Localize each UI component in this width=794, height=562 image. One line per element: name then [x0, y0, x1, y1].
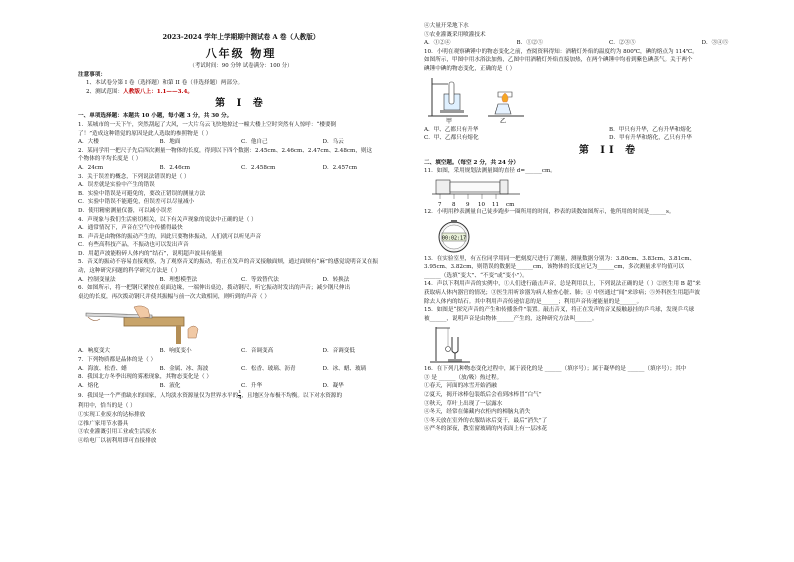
q11-stem: 11．如图，采用规划法测量圆的直径 d=______cm。: [424, 168, 556, 175]
q16-item-2: ②夏天，揭开冰棒包装纸后会看到冰棒冒“白气”: [424, 392, 542, 399]
q6-option-a: A．响度变大: [78, 348, 111, 355]
part-2-title: 第 II 卷: [578, 144, 640, 156]
note-1: 1、本试卷分第 I 卷（选择题）和第 II 卷（非选择题）两部分。: [86, 80, 244, 87]
q2-line-1: 2．某同学用一把尺子先后四次测量一物体的长度，得到以下四个数据：2.45cm、2.46cm、2.47cm、2.48cm，则这: [78, 147, 373, 154]
q7-option-b: B．金属、冰、海波: [159, 365, 209, 372]
q10-line-2: 如图所示，甲图中用水浴法加热，乙图中用酒精灯外焰直接加热，在两个碘锤中均看到紫色碘蒸气。关于两个: [424, 57, 693, 64]
q7-option-a: A．海波、松香、蜡: [78, 365, 127, 372]
figure-label-jia: 甲: [446, 117, 453, 125]
question-1: [78, 121, 404, 147]
q7-stem: 7．下列物质都是晶体的是（ ）: [78, 357, 157, 364]
ruler-table-illustration: [84, 303, 204, 345]
q2-option-d: D．2.457cm: [322, 164, 358, 171]
q14-line-2: 获取病人体内器官的情况；③医生用听诊器为病人检查心脏、肺；④ 中医通过“闻”来诊病；⑤外科医生用超声波: [424, 289, 700, 296]
q8-stem: 8．我国北方冬季出现的雾凇现象，其物态变化是（ ）: [78, 374, 212, 381]
note-2-prefix: 2、测试范围：: [86, 88, 124, 95]
q7-option-c: C．松香、玻璃、沥青: [241, 365, 296, 372]
ruler-tick-8: 8: [452, 201, 456, 208]
q1-line-2: 了！”造成这种错觉的原因是此人选取的参照物是（ ）: [78, 130, 212, 137]
q5-option-b: B．理想模型法: [159, 276, 198, 283]
q4-option-d: D．用超声波能粉碎人体内的“结石”，说明超声波具有能量: [78, 250, 223, 257]
ruler-on-table-figure: [84, 303, 404, 345]
q10-line-3: 碘锤中碘的物态变化，正确的是（ ）: [424, 65, 516, 72]
q12-stem: 12．小明用秒表测量自己徒步跑步一圈所用的时间，秒表的读数如图所示，他所用的时间是______s。: [424, 208, 675, 215]
ruler-unit: cm: [506, 201, 515, 208]
q5-option-a: A．控制变量法: [78, 276, 116, 283]
q16-item-5: ⑤冬天放在室外的衣服结冰后变干，最后“消失”了: [424, 417, 548, 424]
q4-stem: 4．声现象与我们生活密切相关，以下有关声现象的说法中正确的是（ ）: [78, 216, 257, 223]
section-1-title: 一、单项选择题：本题共 10 小题，每小题 3 分，共 30 分。: [78, 113, 233, 120]
exam-header: 2023-2024 学年上学期期中测试卷 A 卷（人教版）: [162, 33, 320, 41]
q10-options-row-1: [424, 126, 794, 135]
question-16: [424, 365, 794, 434]
q1-option-c: C．他自己: [241, 139, 268, 146]
q9-fraction-numerator: 1: [238, 390, 242, 396]
q2-options: [78, 164, 404, 173]
question-13: [424, 255, 794, 281]
q9-option-c: C．②③⑤: [609, 40, 636, 47]
q13-line-2: 3.95cm、3.82cm，则错误的数据是______cm，该物体的长度应记为______cm，多次测量求平均值可以: [424, 264, 685, 271]
q2-option-c: C．2.458cm: [241, 164, 276, 171]
ruler-figure: [428, 178, 794, 208]
question-6: [78, 284, 404, 356]
question-3: [78, 173, 404, 216]
q10-option-d: D．甲有升华和熔化，乙只有升华: [609, 135, 692, 142]
stopwatch-figure: [434, 219, 794, 255]
q9-item-2: ②推广家用节水器具: [78, 420, 129, 427]
q9-fraction-denominator: 4: [238, 395, 242, 402]
q9-option-b: B．①②⑤: [516, 40, 543, 47]
part-1-title: 第 I 卷: [215, 98, 267, 110]
q4-option-a: A．通常情况下，声音在空气中传播得最快: [78, 225, 183, 232]
question-12: [424, 208, 794, 255]
q10-option-c: C．甲、乙都只有熔化: [424, 135, 479, 142]
q1-line-1: 1．某城市的一天下午，突然刮起了大风，一大片乌云飞快地掠过一幢大楼上空时突然有人惊呼：“楼要倒: [78, 121, 337, 128]
question-8: [78, 373, 404, 390]
section-2-title: 二、填空题。（每空 2 分，共 24 分）: [424, 159, 519, 166]
q16-line-1: 16．在下列几种物态变化过程中，属于液化的是 ______（填序号）；属于凝华的是 ______（填序号）；其中: [424, 366, 687, 373]
q16-item-6: ⑥严冬的深夜，教室窗玻璃的内表面上有一层冰花: [424, 426, 548, 433]
q10-option-b: B．甲只有升华，乙有升华和熔化: [609, 126, 692, 133]
ruler-tick-9: 9: [466, 201, 470, 208]
subject-title: 八年级 物理: [205, 47, 277, 60]
q9-option-d: D．③④⑤: [701, 40, 729, 47]
q16-item-3: ③秋天，草叶上出现了一层露水: [424, 400, 503, 407]
q2-option-b: B．2.46cm: [159, 164, 191, 171]
q6-options: [78, 347, 404, 356]
q5-options: [78, 276, 404, 285]
q15-line-1: 15．如图是“探究声音的产生和传播条件”装置。敲击音叉，将正在发声的音叉接触悬挂的乒乓球，发现乒乓球: [424, 307, 695, 314]
question-9: [78, 390, 404, 445]
q9-options: [424, 39, 794, 48]
q4-option-c: C．有些高科技产品，不振动也可以发出声音: [78, 242, 189, 249]
right-column: [404, 0, 794, 562]
q9-item-3: ③农业灌溉引用工业或生活废水: [78, 429, 157, 436]
q9-line-2: 利用中，恰当的是（ ）: [78, 403, 136, 410]
iodine-heating-illustration: [428, 76, 538, 126]
question-14: [424, 280, 794, 306]
q5-line-2: 动，这种研究问题的科学研究方法是（ ）: [78, 268, 181, 275]
q15-line-2: 被______，说明声音是由物体______产生的，这种研究方法叫______。: [424, 315, 598, 322]
q5-option-c: C．等效替代法: [241, 276, 279, 283]
q9-item-5: ④大量开采地下水: [424, 23, 469, 29]
stopwatch-icon: [434, 219, 494, 255]
q10-options-row-2: [424, 134, 794, 143]
q5-option-d: D．转换法: [322, 276, 350, 283]
ruler-tick-7: 7: [438, 201, 442, 208]
question-2: [78, 147, 404, 173]
q13-line-1: 13．在实验室里，有五位同学用同一把刻度尺进行了测量，测量数据分别为：3.80cm、3.83cm、3.81cm、: [424, 255, 696, 262]
question-4: [78, 216, 404, 259]
q16-item-1: ①春天，河面的冰雪开始消融: [424, 383, 497, 390]
q9-item-1: ①实现工业废水的达标排放: [78, 412, 146, 418]
q8-option-a: A．熔化: [78, 382, 99, 389]
q3-option-b: B．实验中错误是可避免的，要改正错误的测量方法: [78, 190, 206, 197]
q7-option-d: D．冰、蜡、玻璃: [322, 365, 367, 372]
q13-line-3: ______（选填“变大”、“不变”或“变小”）。: [424, 272, 528, 279]
question-7: [78, 356, 404, 373]
question-5: [78, 258, 404, 284]
q8-option-c: C．升华: [241, 382, 263, 389]
q3-option-d: D．使用精密测量仪器，可以减小误差: [78, 207, 172, 214]
q6-line-1: 6．如图所示，将一把钢尺紧按在桌面边缘，一端伸出桌边，拨动钢尺，听它振动时发出的声音；减少钢尺伸出: [78, 285, 351, 292]
q3-option-c: C．实验中错误不能避免，但误差可以尽量减小: [78, 199, 195, 206]
q14-line-1: 14．声以下利用声音的实例中，①人们进行敲击声音，总是利用以上，下列说法正确的是（ ）②医生用 B 超“来: [424, 281, 701, 288]
q9-option-a: A．①②④: [424, 40, 451, 47]
q6-line-2: 桌边的长度，再次拨动钢尺并使其振幅与前一次大致相同，则听到的声音（ ）: [78, 293, 270, 300]
q5-line-1: 5．音叉的振动不容易直接观察，为了观察音叉的振动，将正在发声的音叉接触面颊，通过面颊有“麻”的感觉说明音叉在振: [78, 259, 379, 266]
q9-line-1: [78, 390, 404, 402]
notes-title: 注意事项：: [78, 71, 106, 78]
q3-option-a: A．误差就是实验中产生的错误: [78, 182, 155, 189]
q4-option-b: B．声音是由物体的振动产生的，因此只要物体振动，人们就可以听见声音: [78, 233, 262, 240]
note-2: [78, 88, 404, 97]
tuning-fork-figure: [430, 325, 794, 365]
ruler-tick-10: 10: [478, 201, 485, 208]
q6-option-d: D．音调变低: [322, 348, 355, 355]
q14-line-3: 除去人体内的结石。其中利用声音传递信息的是______；利用声音传递能量的是______。: [424, 298, 643, 305]
test-range: 人教版八上：1.1——3.4。: [123, 88, 193, 95]
question-10: [424, 48, 794, 143]
q2-option-a: A．24cm: [78, 164, 104, 171]
q9-text-a: 9．我国是一个严重缺水的国家，人均淡水资源量仅为世界水平的: [78, 393, 239, 400]
q8-option-b: B．液化: [159, 382, 181, 389]
iodine-tube-figure: [428, 76, 794, 126]
question-11: [424, 167, 794, 208]
q1-option-a: A．大楼: [78, 139, 99, 146]
stopwatch-display: 00:02:17: [441, 235, 467, 242]
q9-item-6: ⑤农业灌溉采用喷灌技术: [424, 31, 486, 38]
q7-options: [78, 365, 404, 374]
q8-option-d: D．凝华: [322, 382, 344, 389]
exam-info: （考试时间：90 分钟 试卷满分：100 分）: [189, 63, 293, 69]
q10-line-1: 10．小明在观察碘锤中的物态变化之前，查阅资料得知：酒精灯外焰的温度约为 800℃，碘的熔点为 114℃。: [424, 48, 698, 55]
ruler-tick-11: 11: [492, 201, 499, 208]
q10-option-a: A．甲、乙都只有升华: [424, 126, 479, 133]
q1-option-d: D．乌云: [322, 139, 344, 146]
q1-option-b: B．地面: [159, 139, 181, 146]
figure-label-yi: 乙: [500, 117, 507, 125]
q1-options: [78, 138, 404, 147]
q9-item-4: ④给电厂以初利用即可直接排放: [78, 437, 157, 444]
q16-item-4: ④冬天，经常在储藏内衣柜内的樟脑丸消失: [424, 409, 531, 416]
question-15: [424, 306, 794, 365]
q8-options: [78, 382, 404, 391]
q9-text-b: ，且地区分布极不均衡。以下对水资源的: [241, 393, 343, 400]
q6-option-c: C．音调变高: [241, 348, 274, 355]
q6-option-b: B．响度变小: [159, 348, 192, 355]
q3-stem: 3．关于误差的概念，下列说法错误的是（ ）: [78, 173, 190, 180]
q2-line-2: 个物体的平均长度是（ ）: [78, 156, 142, 163]
tuning-fork-illustration: [430, 325, 490, 365]
ruler-illustration: [428, 178, 548, 208]
q16-line-2: ③ 是 ______（放/吸）热过程。: [424, 374, 503, 381]
